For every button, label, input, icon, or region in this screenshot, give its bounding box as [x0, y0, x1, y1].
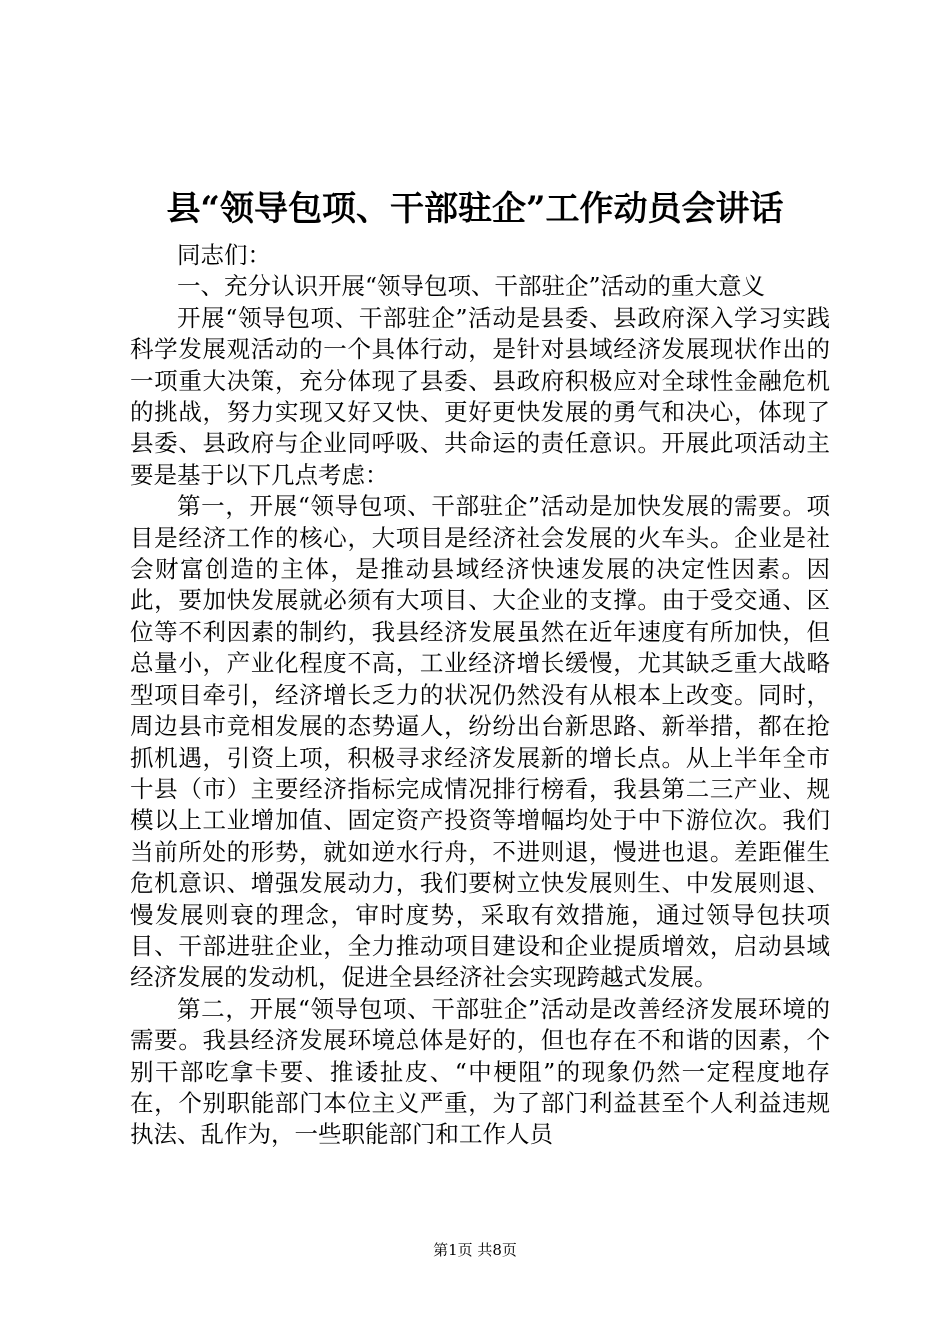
salutation-paragraph: 同志们：	[177, 241, 271, 269]
second-point-paragraph: 第二，开展“领导包项、干部驻企”活动是改善经济发展环境的需要。我县经济发展环境总体是好的，但也存在不和谐的因素，个别干部吃拿卡要、推诿扯皮、“中梗阻”的现象仍然一定程度地存在，个别职能部门本位主义严重，为了部门利益甚至个人利益违规执法、乱作为，一些职能部门和工作人员	[130, 994, 830, 1149]
document-title: 县“领导包项、干部驻企”工作动员会讲话	[166, 189, 784, 229]
page-number-footer: 第1页 共8页	[433, 1241, 517, 1259]
intro-paragraph: 开展“领导包项、干部驻企”活动是县委、县政府深入学习实践科学发展观活动的一个具体行动，是针对县域经济发展现状作出的一项重大决策，充分体现了县委、县政府积极应对全球性金融危机的挑战，努力实现又好又快、更好更快发展的勇气和决心，体现了县委、县政府与企业同呼吸、共命运的责任意识。开展此项活动主要是基于以下几点考虑：	[130, 303, 830, 489]
section-heading-paragraph: 一、充分认识开展“领导包项、干部驻企”活动的重大意义	[177, 272, 766, 301]
document-body	[130, 240, 830, 1151]
first-point-paragraph: 第一，开展“领导包项、干部驻企”活动是加快发展的需要。项目是经济工作的核心，大项目是经济社会发展的火车头。企业是社会财富创造的主体，是推动县域经济快速发展的决定性因素。因此，要加快发展就必须有大项目、大企业的支撑。由于受交通、区位等不利因素的制约，我县经济发展虽然在近年速度有所加快，但总量小，产业化程度不高，工业经济增长缓慢，尤其缺乏重大战略型项目牵引，经济增长乏力的状况仍然没有从根本上改变。同时，周边县市竞相发展的态势逼人，纷纷出台新思路、新举措，都在抢抓机遇，引资上项，积极寻求经济发展新的增长点。从上半年全市十县（市）主要经济指标完成情况排行榜看，我县第二三产业、规模以上工业增加值、固定资产投资等增幅均处于中下游位次。我们当前所处的形势，就如逆水行舟，不进则退，慢进也退。差距催生危机意识、增强发展动力，我们要树立快发展则生、中发展则退、慢发展则衰的理念，审时度势，采取有效措施，通过领导包扶项目、干部进驻企业，全力推动项目建设和企业提质增效，启动县域经济发展的发动机，促进全县经济社会实现跨越式发展。	[130, 492, 830, 992]
